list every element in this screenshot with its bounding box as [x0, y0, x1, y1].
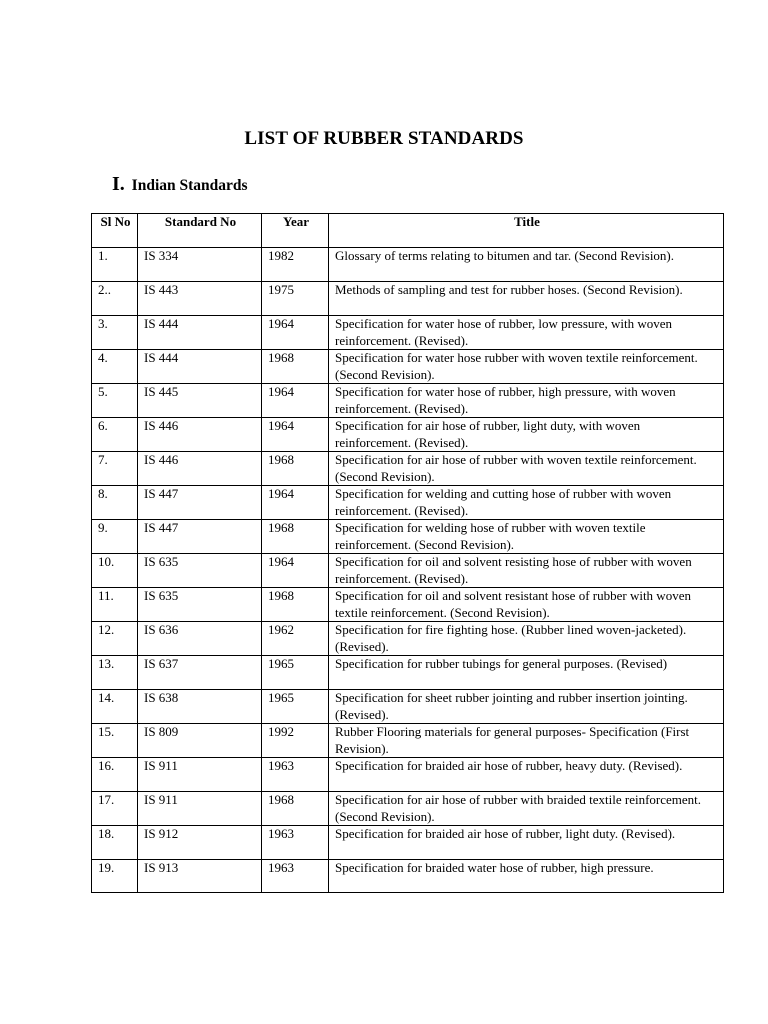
- cell-sl-no: 5.: [92, 384, 138, 418]
- cell-standard-no: IS 635: [138, 588, 262, 622]
- cell-title: Specification for air hose of rubber with braided textile reinforcement. (Second Revision).: [329, 792, 724, 826]
- cell-title: Specification for rubber tubings for general purposes. (Revised): [329, 656, 724, 690]
- cell-year: 1964: [262, 486, 329, 520]
- header-standard-no: Standard No: [138, 214, 262, 248]
- table-row: [92, 860, 724, 893]
- cell-sl-no: 4.: [92, 350, 138, 384]
- cell-title: Specification for air hose of rubber, light duty, with woven reinforcement. (Revised).: [329, 418, 724, 452]
- cell-sl-no: 19.: [92, 860, 138, 893]
- table-row: [92, 384, 724, 418]
- cell-standard-no: IS 447: [138, 486, 262, 520]
- cell-sl-no: 2..: [92, 282, 138, 316]
- cell-year: 1962: [262, 622, 329, 656]
- cell-standard-no: IS 638: [138, 690, 262, 724]
- table-row: [92, 248, 724, 282]
- table-header-row: [92, 214, 724, 248]
- cell-sl-no: 10.: [92, 554, 138, 588]
- cell-sl-no: 16.: [92, 758, 138, 792]
- section-heading-text: Indian Standards: [131, 177, 248, 194]
- table-row: [92, 758, 724, 792]
- cell-title: Specification for braided water hose of rubber, high pressure.: [329, 860, 724, 893]
- standards-table: [91, 213, 724, 893]
- cell-sl-no: 7.: [92, 452, 138, 486]
- table-row: [92, 418, 724, 452]
- table-row: [92, 588, 724, 622]
- cell-standard-no: IS 447: [138, 520, 262, 554]
- cell-sl-no: 11.: [92, 588, 138, 622]
- cell-standard-no: IS 443: [138, 282, 262, 316]
- header-year: Year: [262, 214, 329, 248]
- table-row: [92, 792, 724, 826]
- cell-sl-no: 15.: [92, 724, 138, 758]
- table-row: [92, 520, 724, 554]
- cell-sl-no: 1.: [92, 248, 138, 282]
- cell-title: Specification for air hose of rubber with woven textile reinforcement. (Second Revision).: [329, 452, 724, 486]
- cell-year: 1968: [262, 588, 329, 622]
- cell-standard-no: IS 636: [138, 622, 262, 656]
- table-row: [92, 622, 724, 656]
- cell-sl-no: 18.: [92, 826, 138, 860]
- cell-standard-no: IS 445: [138, 384, 262, 418]
- cell-year: 1964: [262, 554, 329, 588]
- section-number: I.: [112, 173, 125, 195]
- cell-year: 1964: [262, 418, 329, 452]
- cell-sl-no: 14.: [92, 690, 138, 724]
- cell-title: Specification for welding hose of rubber with woven textile reinforcement. (Second Revision).: [329, 520, 724, 554]
- cell-sl-no: 8.: [92, 486, 138, 520]
- cell-title: Specification for braided air hose of rubber, heavy duty. (Revised).: [329, 758, 724, 792]
- cell-sl-no: 17.: [92, 792, 138, 826]
- cell-sl-no: 3.: [92, 316, 138, 350]
- table-row: [92, 656, 724, 690]
- document-title: LIST OF RUBBER STANDARDS: [244, 128, 524, 149]
- cell-standard-no: IS 446: [138, 418, 262, 452]
- cell-year: 1975: [262, 282, 329, 316]
- cell-year: 1968: [262, 452, 329, 486]
- table-row: [92, 724, 724, 758]
- cell-title: Rubber Flooring materials for general purposes- Specification (First Revision).: [329, 724, 724, 758]
- section-heading: [112, 173, 248, 196]
- cell-sl-no: 6.: [92, 418, 138, 452]
- cell-year: 1965: [262, 690, 329, 724]
- cell-title: Specification for oil and solvent resistant hose of rubber with woven textile reinforcement. (Second Revision).: [329, 588, 724, 622]
- cell-standard-no: IS 913: [138, 860, 262, 893]
- cell-year: 1963: [262, 826, 329, 860]
- cell-sl-no: 12.: [92, 622, 138, 656]
- cell-title: Specification for sheet rubber jointing and rubber insertion jointing. (Revised).: [329, 690, 724, 724]
- cell-standard-no: IS 444: [138, 316, 262, 350]
- cell-year: 1968: [262, 520, 329, 554]
- table-row: [92, 690, 724, 724]
- cell-title: Specification for braided air hose of rubber, light duty. (Revised).: [329, 826, 724, 860]
- cell-standard-no: IS 637: [138, 656, 262, 690]
- cell-standard-no: IS 444: [138, 350, 262, 384]
- cell-sl-no: 9.: [92, 520, 138, 554]
- cell-year: 1964: [262, 316, 329, 350]
- cell-year: 1964: [262, 384, 329, 418]
- header-title: Title: [329, 214, 724, 248]
- cell-title: Specification for fire fighting hose. (Rubber lined woven-jacketed). (Revised).: [329, 622, 724, 656]
- cell-standard-no: IS 635: [138, 554, 262, 588]
- cell-standard-no: IS 911: [138, 758, 262, 792]
- cell-title: Specification for water hose rubber with woven textile reinforcement. (Second Revision).: [329, 350, 724, 384]
- cell-standard-no: IS 446: [138, 452, 262, 486]
- cell-year: 1982: [262, 248, 329, 282]
- cell-standard-no: IS 912: [138, 826, 262, 860]
- cell-year: 1968: [262, 350, 329, 384]
- table-row: [92, 486, 724, 520]
- header-sl-no: Sl No: [92, 214, 138, 248]
- table-row: [92, 826, 724, 860]
- cell-year: 1963: [262, 758, 329, 792]
- table-body: [92, 248, 724, 893]
- cell-standard-no: IS 334: [138, 248, 262, 282]
- cell-title: Glossary of terms relating to bitumen and tar. (Second Revision).: [329, 248, 724, 282]
- cell-standard-no: IS 911: [138, 792, 262, 826]
- cell-year: 1968: [262, 792, 329, 826]
- cell-title: Methods of sampling and test for rubber hoses. (Second Revision).: [329, 282, 724, 316]
- cell-year: 1965: [262, 656, 329, 690]
- cell-title: Specification for water hose of rubber, high pressure, with woven reinforcement. (Revised).: [329, 384, 724, 418]
- cell-sl-no: 13.: [92, 656, 138, 690]
- cell-title: Specification for welding and cutting hose of rubber with woven reinforcement. (Revised).: [329, 486, 724, 520]
- table-row: [92, 554, 724, 588]
- table-row: [92, 316, 724, 350]
- cell-year: 1992: [262, 724, 329, 758]
- cell-standard-no: IS 809: [138, 724, 262, 758]
- table-row: [92, 350, 724, 384]
- cell-year: 1963: [262, 860, 329, 893]
- table-row: [92, 452, 724, 486]
- cell-title: Specification for water hose of rubber, low pressure, with woven reinforcement. (Revised).: [329, 316, 724, 350]
- cell-title: Specification for oil and solvent resisting hose of rubber with woven reinforcement. (Revised).: [329, 554, 724, 588]
- table-row: [92, 282, 724, 316]
